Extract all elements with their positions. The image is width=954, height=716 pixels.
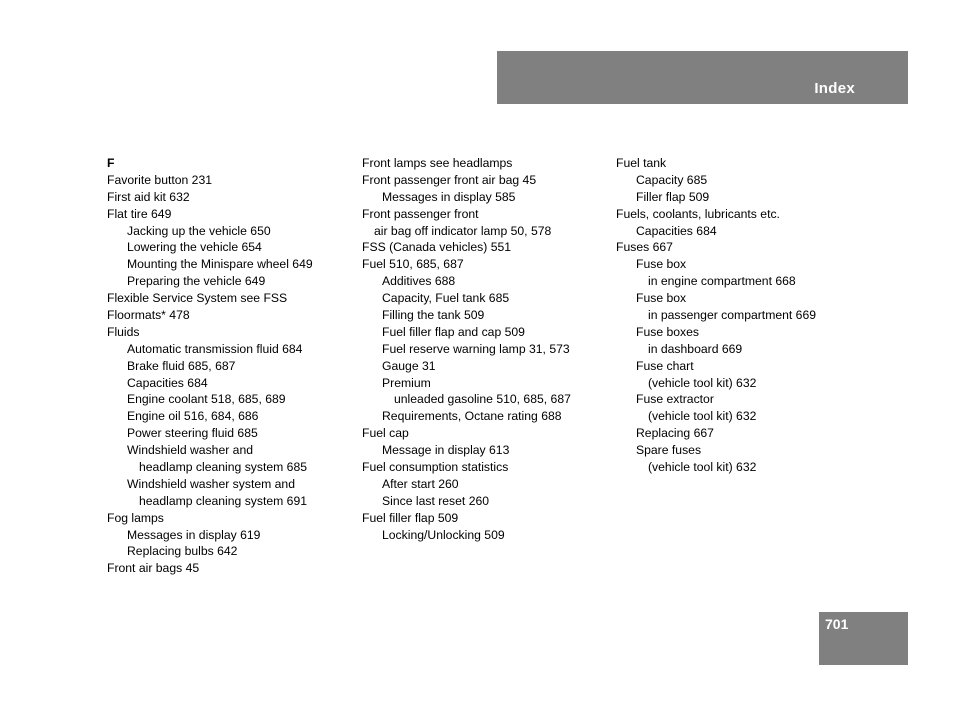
index-entry: in passenger compartment 669 <box>648 308 817 323</box>
index-letter-heading: F <box>107 156 115 170</box>
index-entry: Spare fuses <box>636 443 702 458</box>
index-entry: Front air bags 45 <box>107 561 200 576</box>
index-entry: in dashboard 669 <box>648 341 743 356</box>
index-entry: (vehicle tool kit) 632 <box>648 460 757 475</box>
index-entry: headlamp cleaning system 685 <box>139 460 308 475</box>
index-entry: headlamp cleaning system 691 <box>139 493 308 508</box>
index-entry: FSS (Canada vehicles) 551 <box>362 240 512 255</box>
index-entry: Messages in display 585 <box>382 189 516 204</box>
index-entry: Capacity 685 <box>636 172 708 187</box>
index-entry: unleaded gasoline 510, 685, 687 <box>394 392 571 407</box>
index-entry: Front passenger front <box>362 206 479 221</box>
index-entry: Filling the tank 509 <box>382 308 485 323</box>
index-entry: Fuel filler flap 509 <box>362 510 459 525</box>
index-entry: Windshield washer and <box>127 443 254 458</box>
index-entry: Fluids <box>107 324 140 339</box>
index-entry: Flat tire 649 <box>107 206 172 221</box>
index-entry: Fuel consumption statistics <box>362 460 509 475</box>
index-entry: Capacities 684 <box>127 375 208 390</box>
page-number: 701 <box>825 616 849 632</box>
index-entry: Gauge 31 <box>382 358 436 373</box>
header-bar <box>497 51 908 104</box>
index-entry: Flexible Service System see FSS <box>107 291 288 306</box>
index-entry: Jacking up the vehicle 650 <box>127 223 271 238</box>
index-entry: Brake fluid 685, 687 <box>127 358 236 373</box>
index-entry: Fuel 510, 685, 687 <box>362 257 464 272</box>
index-entry: Premium <box>382 375 431 390</box>
index-entry: (vehicle tool kit) 632 <box>648 409 757 424</box>
index-entry: Mounting the Minispare wheel 649 <box>127 257 313 272</box>
index-entry: air bag off indicator lamp 50, 578 <box>374 223 552 238</box>
index-entry: Automatic transmission fluid 684 <box>127 341 303 356</box>
index-entry: Fuse boxes <box>636 324 700 339</box>
index-entry: Fuel cap <box>362 426 409 441</box>
index-entry: Fuse chart <box>636 358 694 373</box>
index-entry: Fuels, coolants, lubricants etc. <box>616 206 780 221</box>
index-entry: Locking/Unlocking 509 <box>382 527 505 542</box>
index-entry: Engine oil 516, 684, 686 <box>127 409 259 424</box>
index-entry: (vehicle tool kit) 632 <box>648 375 757 390</box>
index-entry: First aid kit 632 <box>107 189 190 204</box>
page-title: Index <box>814 80 855 97</box>
index-entry: Message in display 613 <box>382 443 510 458</box>
index-entry: Capacities 684 <box>636 223 717 238</box>
index-entry: Front passenger front air bag 45 <box>362 172 537 187</box>
index-entry: Power steering fluid 685 <box>127 426 258 441</box>
index-entry: Fuse box <box>636 257 687 272</box>
index-entry: Additives 688 <box>382 274 456 289</box>
index-entry: Engine coolant 518, 685, 689 <box>127 392 286 407</box>
index-entry: Messages in display 619 <box>127 527 261 542</box>
index-entry: Floormats* 478 <box>107 308 190 323</box>
index-entry: Fuel reserve warning lamp 31, 573 <box>382 341 570 356</box>
index-entry: After start 260 <box>382 476 459 491</box>
index-entry: Capacity, Fuel tank 685 <box>382 291 510 306</box>
page-number-box <box>819 612 908 665</box>
index-entry: Fuel filler flap and cap 509 <box>382 324 525 339</box>
index-entry: Front lamps see headlamps <box>362 156 513 170</box>
index-column-3 <box>616 155 816 476</box>
index-column-1 <box>107 155 313 577</box>
index-entry: Fuse box <box>636 291 687 306</box>
index-entry: Fuse extractor <box>636 392 714 407</box>
index-entry: Windshield washer system and <box>127 476 295 491</box>
index-entry: Preparing the vehicle 649 <box>127 274 266 289</box>
index-entry: Replacing bulbs 642 <box>127 544 238 559</box>
index-entry: Fuses 667 <box>616 240 673 255</box>
index-entry: in engine compartment 668 <box>648 274 796 289</box>
index-entry: Fog lamps <box>107 510 164 525</box>
index-entry: Fuel tank <box>616 156 667 170</box>
index-column-2 <box>362 155 571 543</box>
index-entry: Since last reset 260 <box>382 493 490 508</box>
index-entry: Replacing 667 <box>636 426 714 441</box>
index-entry: Filler flap 509 <box>636 189 710 204</box>
index-entry: Requirements, Octane rating 688 <box>382 409 562 424</box>
index-entry: Favorite button 231 <box>107 172 213 187</box>
index-entry: Lowering the vehicle 654 <box>127 240 262 255</box>
